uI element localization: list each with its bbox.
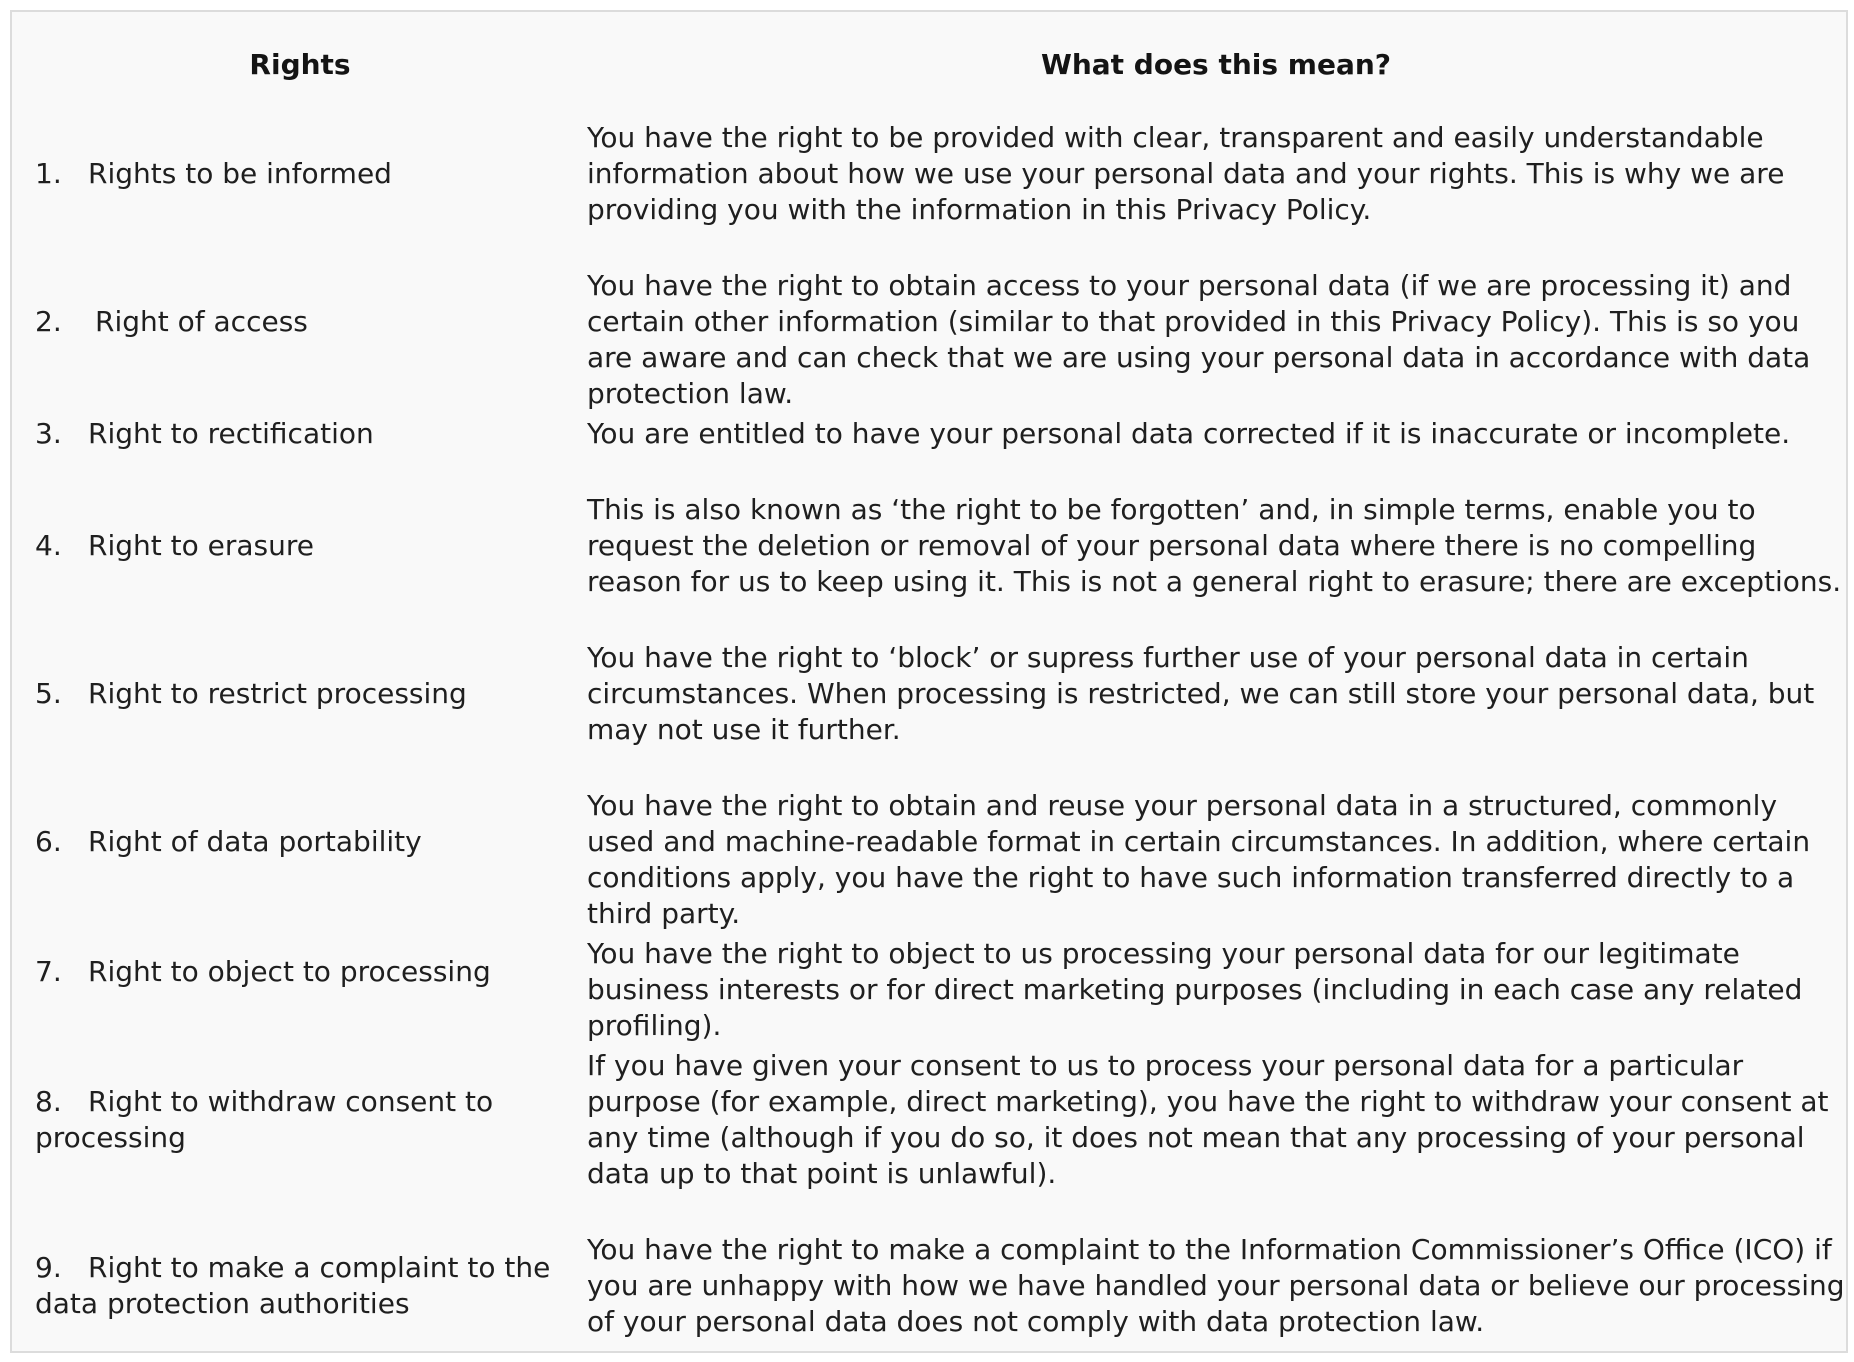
right-name-cell: [35, 268, 555, 376]
right-name-cell: [35, 120, 555, 228]
right-name: Right to rectification: [88, 417, 374, 450]
right-name-cell: [35, 416, 555, 452]
meaning-column-header: What does this mean?: [1040, 48, 1392, 81]
right-name-cell: [35, 936, 555, 1008]
right-description: You have the right to be provided with clear, transparent and easily understandable information about how we use your personal data and your rights. This is why we are providing you with the information in this Privacy Policy.: [587, 121, 1785, 226]
right-name: Right to object to processing: [88, 955, 491, 988]
rights-table: [10, 10, 1848, 1353]
row-number: 5.: [35, 677, 62, 710]
row-number: 3.: [35, 417, 62, 450]
right-name: Right to make a complaint to the data protection authorities: [35, 1251, 551, 1320]
row-number: 7.: [35, 955, 62, 988]
right-name: Right of access: [95, 305, 308, 338]
right-name-cell: [35, 640, 555, 748]
row-number: 4.: [35, 529, 62, 562]
right-name: Right of data portability: [88, 825, 422, 858]
right-name: Rights to be informed: [88, 157, 392, 190]
row-number: 2.: [35, 305, 62, 338]
right-description: If you have given your consent to us to process your personal data for a particular purpose (for example, direct marketing), you have the right to withdraw your consent at any time (although if you do so, it does not mean that any processing of your personal data up to that point is unlawful).: [587, 1049, 1829, 1190]
right-description: This is also known as ‘the right to be forgotten’ and, in simple terms, enable you to request the deletion or removal of your personal data where there is no compelling reason for us to keep using it. This is not a general right to erasure; there are exceptions.: [587, 493, 1842, 598]
right-description: You have the right to ‘block’ or supress further use of your personal data in certain circumstances. When processing is restricted, we can still store your personal data, but may not use it further.: [587, 641, 1815, 746]
right-name: Right to withdraw consent to processing: [35, 1085, 494, 1154]
row-number: 1.: [35, 157, 62, 190]
right-name-cell: [35, 1232, 555, 1340]
right-description: You have the right to obtain access to your personal data (if we are processing it) and certain other information (similar to that provided in this Privacy Policy). This is so you are aware and can check that we are using your personal data in accordance with data protection law.: [587, 269, 1811, 410]
row-number: 9.: [35, 1251, 62, 1284]
right-name-cell: [35, 1048, 555, 1192]
right-name-cell: [35, 788, 555, 896]
right-name: Right to restrict processing: [88, 677, 467, 710]
right-description: You have the right to make a complaint to the Information Commissioner’s Office (ICO) if you are unhappy with how we have handled your personal data or believe our processing of your personal data does not comply with data protection law.: [587, 1233, 1845, 1338]
row-number: 6.: [35, 825, 62, 858]
right-description: You are entitled to have your personal data corrected if it is inaccurate or incomplete.: [587, 417, 1791, 450]
right-description: You have the right to object to us processing your personal data for our legitimate business interests or for direct marketing purposes (including in each case any related profiling).: [587, 937, 1803, 1042]
right-description: You have the right to obtain and reuse your personal data in a structured, commonly used and machine-readable format in certain circumstances. In addition, where certain conditions apply, you have the right to have such information transferred directly to a third party.: [587, 789, 1811, 930]
rights-column-header: Rights: [249, 48, 351, 81]
row-number: 8.: [35, 1085, 62, 1118]
right-name: Right to erasure: [88, 529, 314, 562]
right-name-cell: [35, 492, 555, 600]
